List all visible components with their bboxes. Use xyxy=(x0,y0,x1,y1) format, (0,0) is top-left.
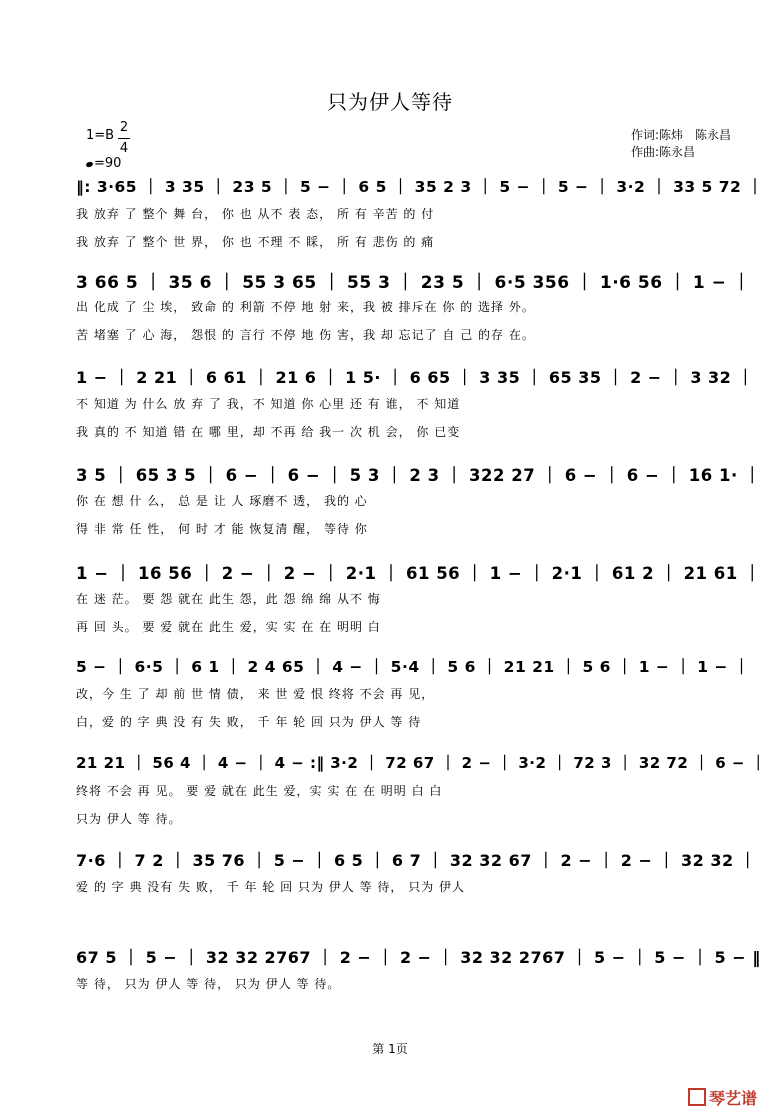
lyric-line-1: 终将 不会 再 见。 要 爱 就在 此生 爱，实 实 在 在 明明 白 白 xyxy=(76,784,443,798)
time-signature-line xyxy=(118,138,130,139)
notation-line: ‖: 3·65 ｜ 3 35 ｜ 23 5 ｜ 5 − ｜ 6 5 ｜ 35 2 3 ｜ 5 − ｜ 5 − ｜ 3·2 ｜ 33 5 72 ｜ xyxy=(76,178,764,196)
credits xyxy=(631,127,731,161)
watermark-logo xyxy=(688,1086,757,1109)
time-signature xyxy=(118,118,130,159)
composer: 作曲:陈永昌 xyxy=(631,145,696,159)
page-title: 只为伊人等待 xyxy=(327,90,453,114)
lyric-line-2: 再 回 头。 要 爱 就在 此生 爱，实 实 在 在 明明 白 xyxy=(76,620,381,634)
notation-line: 1 − ｜ 2 21 ｜ 6 61 ｜ 21 6 ｜ 1 5· ｜ 6 65 ｜ 3 35 ｜ 65 35 ｜ 2 − ｜ 3 32 ｜ xyxy=(76,368,754,387)
lyric-line-1: 爱 的 字 典 没有 失 败， 千 年 轮 回 只为 伊人 等 待， 只为 伊人 xyxy=(76,880,466,894)
lyric-line-2: 白，爱 的 字 典 没 有 失 败， 千 年 轮 回 只为 伊人 等 待 xyxy=(76,715,422,729)
logo-icon xyxy=(688,1088,706,1106)
notation-line: 5 − ｜ 6·5 ｜ 6 1 ｜ 2 4 65 ｜ 4 − ｜ 5·4 ｜ 5 6 ｜ 21 21 ｜ 5 6 ｜ 1 − ｜ 1 − ｜ xyxy=(76,658,750,676)
lyricist: 作词:陈炜 陈永昌 xyxy=(631,128,732,142)
lyric-line-1: 不 知道 为 什么 放 弃 了 我，不 知道 你 心里 还 有 谁， 不 知道 xyxy=(76,397,461,411)
lyric-line-1: 出 化成 了 尘 埃， 致命 的 利箭 不停 地 射 来，我 被 排斥在 你 的 选择 外。 xyxy=(76,300,535,314)
notation-line: 67 5 ｜ 5 − ｜ 32 32 2767 ｜ 2 − ｜ 2 − ｜ 32 32 2767 ｜ 5 − ｜ 5 − ｜ 5 − ‖ xyxy=(76,948,761,967)
notation-line: 3 5 ｜ 65 3 5 ｜ 6 − ｜ 6 − ｜ 5 3 ｜ 2 3 ｜ 322 27 ｜ 6 − ｜ 6 − ｜ 16 1· ｜ xyxy=(76,466,761,485)
lyric-line-1: 你 在 想 什 么， 总 是 让 人 琢磨不 透， 我的 心 xyxy=(76,494,368,508)
quarter-note-icon xyxy=(85,161,93,168)
notation-line: 21 21 ｜ 56 4 ｜ 4 − ｜ 4 − :‖ 3·2 ｜ 72 67 ｜ 2 − ｜ 3·2 ｜ 72 3 ｜ 32 72 ｜ 6 − ｜ xyxy=(76,754,767,772)
notation-line: 3 66 5 ｜ 35 6 ｜ 55 3 65 ｜ 55 3 ｜ 23 5 ｜ 6·5 356 ｜ 1·6 56 ｜ 1 − ｜ xyxy=(76,273,751,293)
lyric-line-2: 我 放弃 了 整个 世 界， 你 也 不理 不 睬， 所 有 悲伤 的 痛 xyxy=(76,235,435,249)
key-signature: 1=B xyxy=(86,128,115,143)
lyric-line-1: 改，今 生 了 却 前 世 情 债， 来 世 爱 恨 终将 不会 再 见， xyxy=(76,687,435,701)
watermark-text: 琴艺谱 xyxy=(709,1089,758,1108)
notation-line: 7·6 ｜ 7 2 ｜ 35 76 ｜ 5 − ｜ 6 5 ｜ 6 7 ｜ 32 32 67 ｜ 2 − ｜ 2 − ｜ 32 32 ｜ xyxy=(76,851,757,870)
notation-line: 1 − ｜ 16 56 ｜ 2 − ｜ 2 − ｜ 2·1 ｜ 61 56 ｜ 1 − ｜ 2·1 ｜ 61 2 ｜ 21 61 ｜ xyxy=(76,564,761,583)
time-signature-top: 2 xyxy=(119,120,129,135)
tempo-marking xyxy=(86,156,121,171)
time-signature-bottom: 4 xyxy=(119,141,129,156)
lyric-line-2: 得 非 常 任 性， 何 时 才 能 恢复清 醒， 等待 你 xyxy=(76,522,368,536)
lyric-line-1: 我 放弃 了 整个 舞 台， 你 也 从不 表 态， 所 有 辛苦 的 付 xyxy=(76,207,435,221)
lyric-line-2: 我 真的 不 知道 错 在 哪 里，却 不再 给 我一 次 机 会， 你 已变 xyxy=(76,425,461,439)
lyric-line-2: 只为 伊人 等 待。 xyxy=(76,812,182,826)
lyric-line-2: 苦 堵塞 了 心 海， 怨恨 的 言行 不停 地 伤 害，我 却 忘记了 自 己 的存 在。 xyxy=(76,328,535,342)
page-number: 第 1页 xyxy=(372,1042,408,1056)
lyric-line-1: 在 迷 茫。 要 怨 就在 此生 怨，此 怨 绵 绵 从不 悔 xyxy=(76,592,381,606)
lyric-line-1: 等 待， 只为 伊人 等 待， 只为 伊人 等 待。 xyxy=(76,977,341,991)
tempo-value: =90 xyxy=(94,156,122,171)
